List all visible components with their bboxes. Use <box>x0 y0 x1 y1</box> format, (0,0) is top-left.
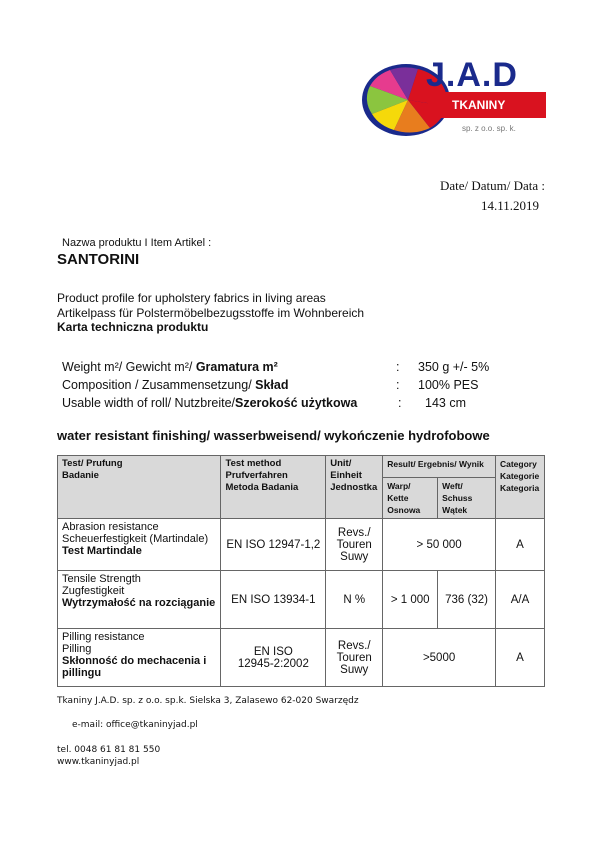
row-abrasion-result: > 50 000 <box>383 519 496 571</box>
logo-tagline: TKANINY <box>452 98 506 112</box>
table-row <box>58 571 545 629</box>
test-results-table <box>57 455 545 687</box>
property-composition-value: 100% PES <box>418 378 479 392</box>
footer-address: Tkaniny J.A.D. sp. z o.o. sp.k. Sielska 3, Zalasewo 62-020 Swarzędz <box>57 696 359 706</box>
profile-german: Artikelpass für Polstermöbelbezugsstoffe im Wohnbereich <box>57 306 365 320</box>
row-abrasion-test: Abrasion resistance Scheuerfestigkeit (Martindale) Test Martindale <box>58 519 221 571</box>
row-tensile-test: Tensile Strength Zugfestigkeit Wytrzymałość na rozciąganie <box>58 571 221 629</box>
row-pilling-category: A <box>495 629 544 687</box>
property-composition-label: Composition / Zusammensetzung/ Skład <box>62 378 289 392</box>
footer-email[interactable]: e-mail: office@tkaninyjad.pl <box>72 720 198 730</box>
row-abrasion-category: A <box>495 519 544 571</box>
row-abrasion-method: EN ISO 12947-1,2 <box>221 519 326 571</box>
header-method: Test method Prufverfahren Metoda Badania <box>221 456 326 519</box>
row-tensile-unit: N % <box>326 571 383 629</box>
header-unit: Unit/ Einheit Jednostka <box>326 456 383 519</box>
property-width-colon: : <box>398 396 402 410</box>
header-test: Test/ Prufung Badanie <box>58 456 221 519</box>
table-header-row <box>58 456 545 478</box>
row-tensile-method: EN ISO 13934-1 <box>221 571 326 629</box>
row-pilling-result: >5000 <box>383 629 496 687</box>
property-width-label: Usable width of roll/ Nutzbreite/Szerokość użytkowa <box>62 396 358 410</box>
row-pilling-unit: Revs./ Touren Suwy <box>326 629 383 687</box>
footer-website[interactable]: www.tkaninyjad.pl <box>57 757 140 767</box>
header-result: Result/ Ergebnis/ Wynik <box>383 456 496 478</box>
product-name: SANTORINI <box>57 251 140 268</box>
logo-name: J.A.D <box>426 56 518 94</box>
row-pilling-method: EN ISO 12945-2:2002 <box>221 629 326 687</box>
property-weight-value: 350 g +/- 5% <box>418 360 490 374</box>
header-category: Category Kategorie Kategoria <box>495 456 544 519</box>
header-weft: Weft/ Schuss Wątek <box>438 478 496 519</box>
row-tensile-weft: 736 (32) <box>438 571 496 629</box>
property-composition-colon: : <box>396 378 400 392</box>
finishing-note: water resistant finishing/ wasserbweisend/ wykończenie hydrofobowe <box>57 428 490 443</box>
header-warp: Warp/ Kette Osnowa <box>383 478 438 519</box>
table-row <box>58 519 545 571</box>
row-abrasion-unit: Revs./ Touren Suwy <box>326 519 383 571</box>
date-value: 14.11.2019 <box>481 198 540 213</box>
date-label: Date/ Datum/ Data : <box>440 178 546 193</box>
footer-phone: tel. 0048 61 81 81 550 <box>57 745 161 755</box>
logo-company-form: sp. z o.o. sp. k. <box>462 124 516 133</box>
row-pilling-test: Pilling resistance Pilling Skłonność do mechacenia i pillingu <box>58 629 221 687</box>
table-row <box>58 629 545 687</box>
row-tensile-warp: > 1 000 <box>383 571 438 629</box>
property-width-value: 143 cm <box>425 396 466 410</box>
profile-polish: Karta techniczna produktu <box>57 320 209 334</box>
property-weight-colon: : <box>396 360 400 374</box>
product-name-label: Nazwa produktu I Item Artikel : <box>62 237 212 249</box>
property-weight-label: Weight m²/ Gewicht m²/ Gramatura m² <box>62 360 278 374</box>
row-tensile-category: A/A <box>495 571 544 629</box>
profile-english: Product profile for upholstery fabrics in living areas <box>57 291 326 305</box>
